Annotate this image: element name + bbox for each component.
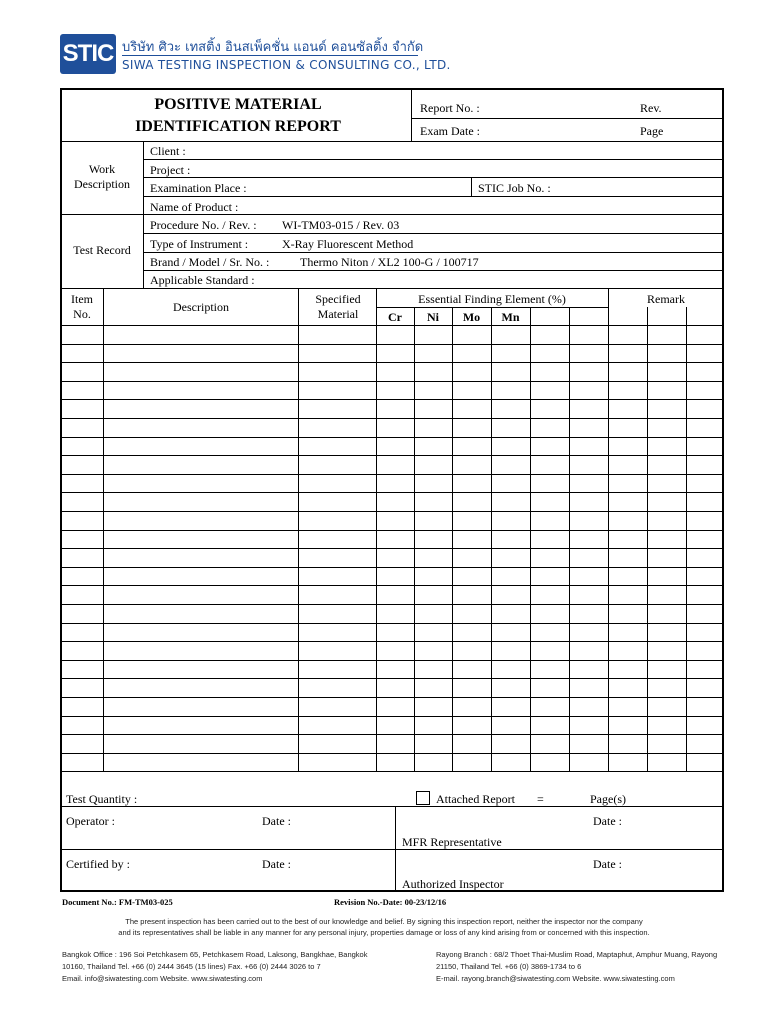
report-no-label: Report No. :: [420, 101, 480, 115]
section-label-divider: [143, 141, 144, 289]
pages-label: Page(s): [590, 792, 626, 806]
description-header: Description: [173, 300, 229, 314]
client-label: Client :: [150, 144, 186, 158]
row-line: [143, 252, 723, 253]
table-row: [62, 734, 723, 735]
row-line: [143, 159, 723, 160]
mfr-representative-label: MFR Representative: [402, 835, 502, 849]
table-column-line: [647, 307, 648, 771]
row-line: [143, 196, 723, 197]
table-row: [62, 771, 723, 772]
table-row: [62, 641, 723, 642]
table-row: [62, 325, 723, 326]
header-bottom-line: [62, 141, 723, 142]
table-row: [62, 344, 723, 345]
document-number: Document No.: FM-TM03-025: [62, 897, 173, 907]
row-line: [143, 233, 723, 234]
rayong-address-line2: 21150, Thailand Tel. +66 (0) 3869-1734 to 6: [436, 962, 582, 971]
bangkok-address-line1: Bangkok Office : 196 Soi Petchkasem 65, Petchkasem Road, Laksong, Bangkhae, Bangkok: [62, 950, 368, 959]
table-column-line: [569, 307, 570, 771]
remark-header: Remark: [647, 292, 685, 306]
table-row: [62, 567, 723, 568]
specified-material-header: Specified Material: [315, 292, 361, 321]
section-line: [62, 214, 723, 215]
table-row: [62, 362, 723, 363]
report-title-line2: IDENTIFICATION REPORT: [135, 118, 341, 135]
table-row: [62, 381, 723, 382]
element-ni-header: Ni: [427, 310, 439, 324]
attached-report-label: Attached Report: [436, 792, 515, 806]
job-no-label: STIC Job No. :: [478, 181, 551, 195]
table-row: [62, 678, 723, 679]
disclaimer-line1: The present inspection has been carried out to the best of our knowledge and belief. By signing this inspection report, neither the inspector nor the company: [125, 917, 643, 926]
table-row: [62, 585, 723, 586]
standard-label: Applicable Standard :: [150, 273, 255, 287]
attached-report-checkbox[interactable]: [416, 791, 430, 805]
inspector-date-label: Date :: [593, 857, 622, 871]
table-row: [62, 492, 723, 493]
table-row: [62, 548, 723, 549]
project-label: Project :: [150, 163, 191, 177]
table-row: [62, 437, 723, 438]
exam-place-label: Examination Place :: [150, 181, 247, 195]
section-line: [62, 288, 723, 289]
table-row: [62, 697, 723, 698]
report-title-line1: POSITIVE MATERIAL: [154, 96, 322, 113]
exam-date-label: Exam Date :: [420, 124, 480, 138]
test-quantity-label: Test Quantity :: [66, 792, 138, 806]
table-row: [62, 753, 723, 754]
item-no-header: Item No.: [71, 292, 93, 321]
work-section-label: Work Description: [74, 162, 130, 191]
table-row: [62, 418, 723, 419]
operator-label: Operator :: [66, 814, 115, 828]
company-name-divider: [122, 55, 418, 56]
mfr-date-label: Date :: [593, 814, 622, 828]
brand-label: Brand / Model / Sr. No. :: [150, 255, 270, 269]
bangkok-address-line2: 10160, Thailand Tel. +66 (0) 2444 3645 (15 lines) Fax. +66 (0) 2444 3026 to 7: [62, 962, 321, 971]
table-row: [62, 474, 723, 475]
instrument-label: Type of Instrument :: [150, 237, 249, 251]
table-row: [62, 604, 723, 605]
company-name-thai: บริษัท ศิวะ เทสติ้ง อินสเพ็คชั่น แอนด์ คอนซัลติ้ง จำกัด: [122, 40, 424, 55]
table-row: [62, 530, 723, 531]
table-row: [62, 660, 723, 661]
rayong-contact[interactable]: E-mail. rayong.branch@siwatesting.com Website. www.siwatesting.com: [436, 974, 675, 983]
brand-value: Thermo Niton / XL2 100-G / 100717: [300, 255, 479, 269]
table-column-line: [686, 307, 687, 771]
certified-date-label: Date :: [262, 857, 291, 871]
table-row: [62, 511, 723, 512]
table-column-line: [414, 307, 415, 771]
essential-element-header: Essential Finding Element (%): [418, 292, 566, 306]
disclaimer-line2: and its representatives shall be liable in any manner for any personal injury, properties damage or loss of any kind arising from or concerned with this inspection.: [118, 928, 650, 937]
row-line: [143, 270, 723, 271]
authorized-inspector-label: Authorized Inspector: [402, 877, 504, 891]
company-name-english: SIWA TESTING INSPECTION & CONSULTING CO., LTD.: [122, 58, 451, 72]
test-record-label: Test Record: [73, 243, 131, 257]
procedure-label: Procedure No. / Rev. :: [150, 218, 257, 232]
product-label: Name of Product :: [150, 200, 239, 214]
revision-number: Revision No.-Date: 00-23/12/16: [334, 897, 447, 907]
header-row-line: [411, 118, 723, 119]
table-row: [62, 455, 723, 456]
element-mn-header: Mn: [501, 310, 520, 324]
rayong-address-line1: Rayong Branch : 68/2 Thoet Thai-Muslim Road, Maptaphut, Amphur Muang, Rayong: [436, 950, 718, 959]
table-column-line: [452, 307, 453, 771]
instrument-value: X-Ray Fluorescent Method: [282, 237, 414, 251]
section-line: [62, 806, 723, 807]
procedure-value: WI-TM03-015 / Rev. 03: [282, 218, 400, 232]
operator-date-label: Date :: [262, 814, 291, 828]
table-row: [62, 623, 723, 624]
element-cr-header: Cr: [388, 310, 402, 324]
title-divider: [411, 90, 412, 142]
table-row: [62, 716, 723, 717]
element-mo-header: Mo: [462, 310, 481, 324]
bangkok-contact[interactable]: Email. info@siwatesting.com Website. www.siwatesting.com: [62, 974, 263, 983]
row-line: [143, 177, 723, 178]
equals-sign: =: [537, 792, 544, 806]
page-label: Page: [640, 124, 664, 138]
company-logo: STIC: [60, 34, 116, 74]
job-no-divider: [471, 177, 472, 196]
table-column-line: [530, 307, 531, 771]
section-line: [62, 849, 723, 850]
rev-label: Rev.: [640, 101, 662, 115]
certified-by-label: Certified by :: [66, 857, 130, 871]
table-column-line: [491, 307, 492, 771]
table-row: [62, 399, 723, 400]
table-header-divider: [376, 307, 608, 308]
